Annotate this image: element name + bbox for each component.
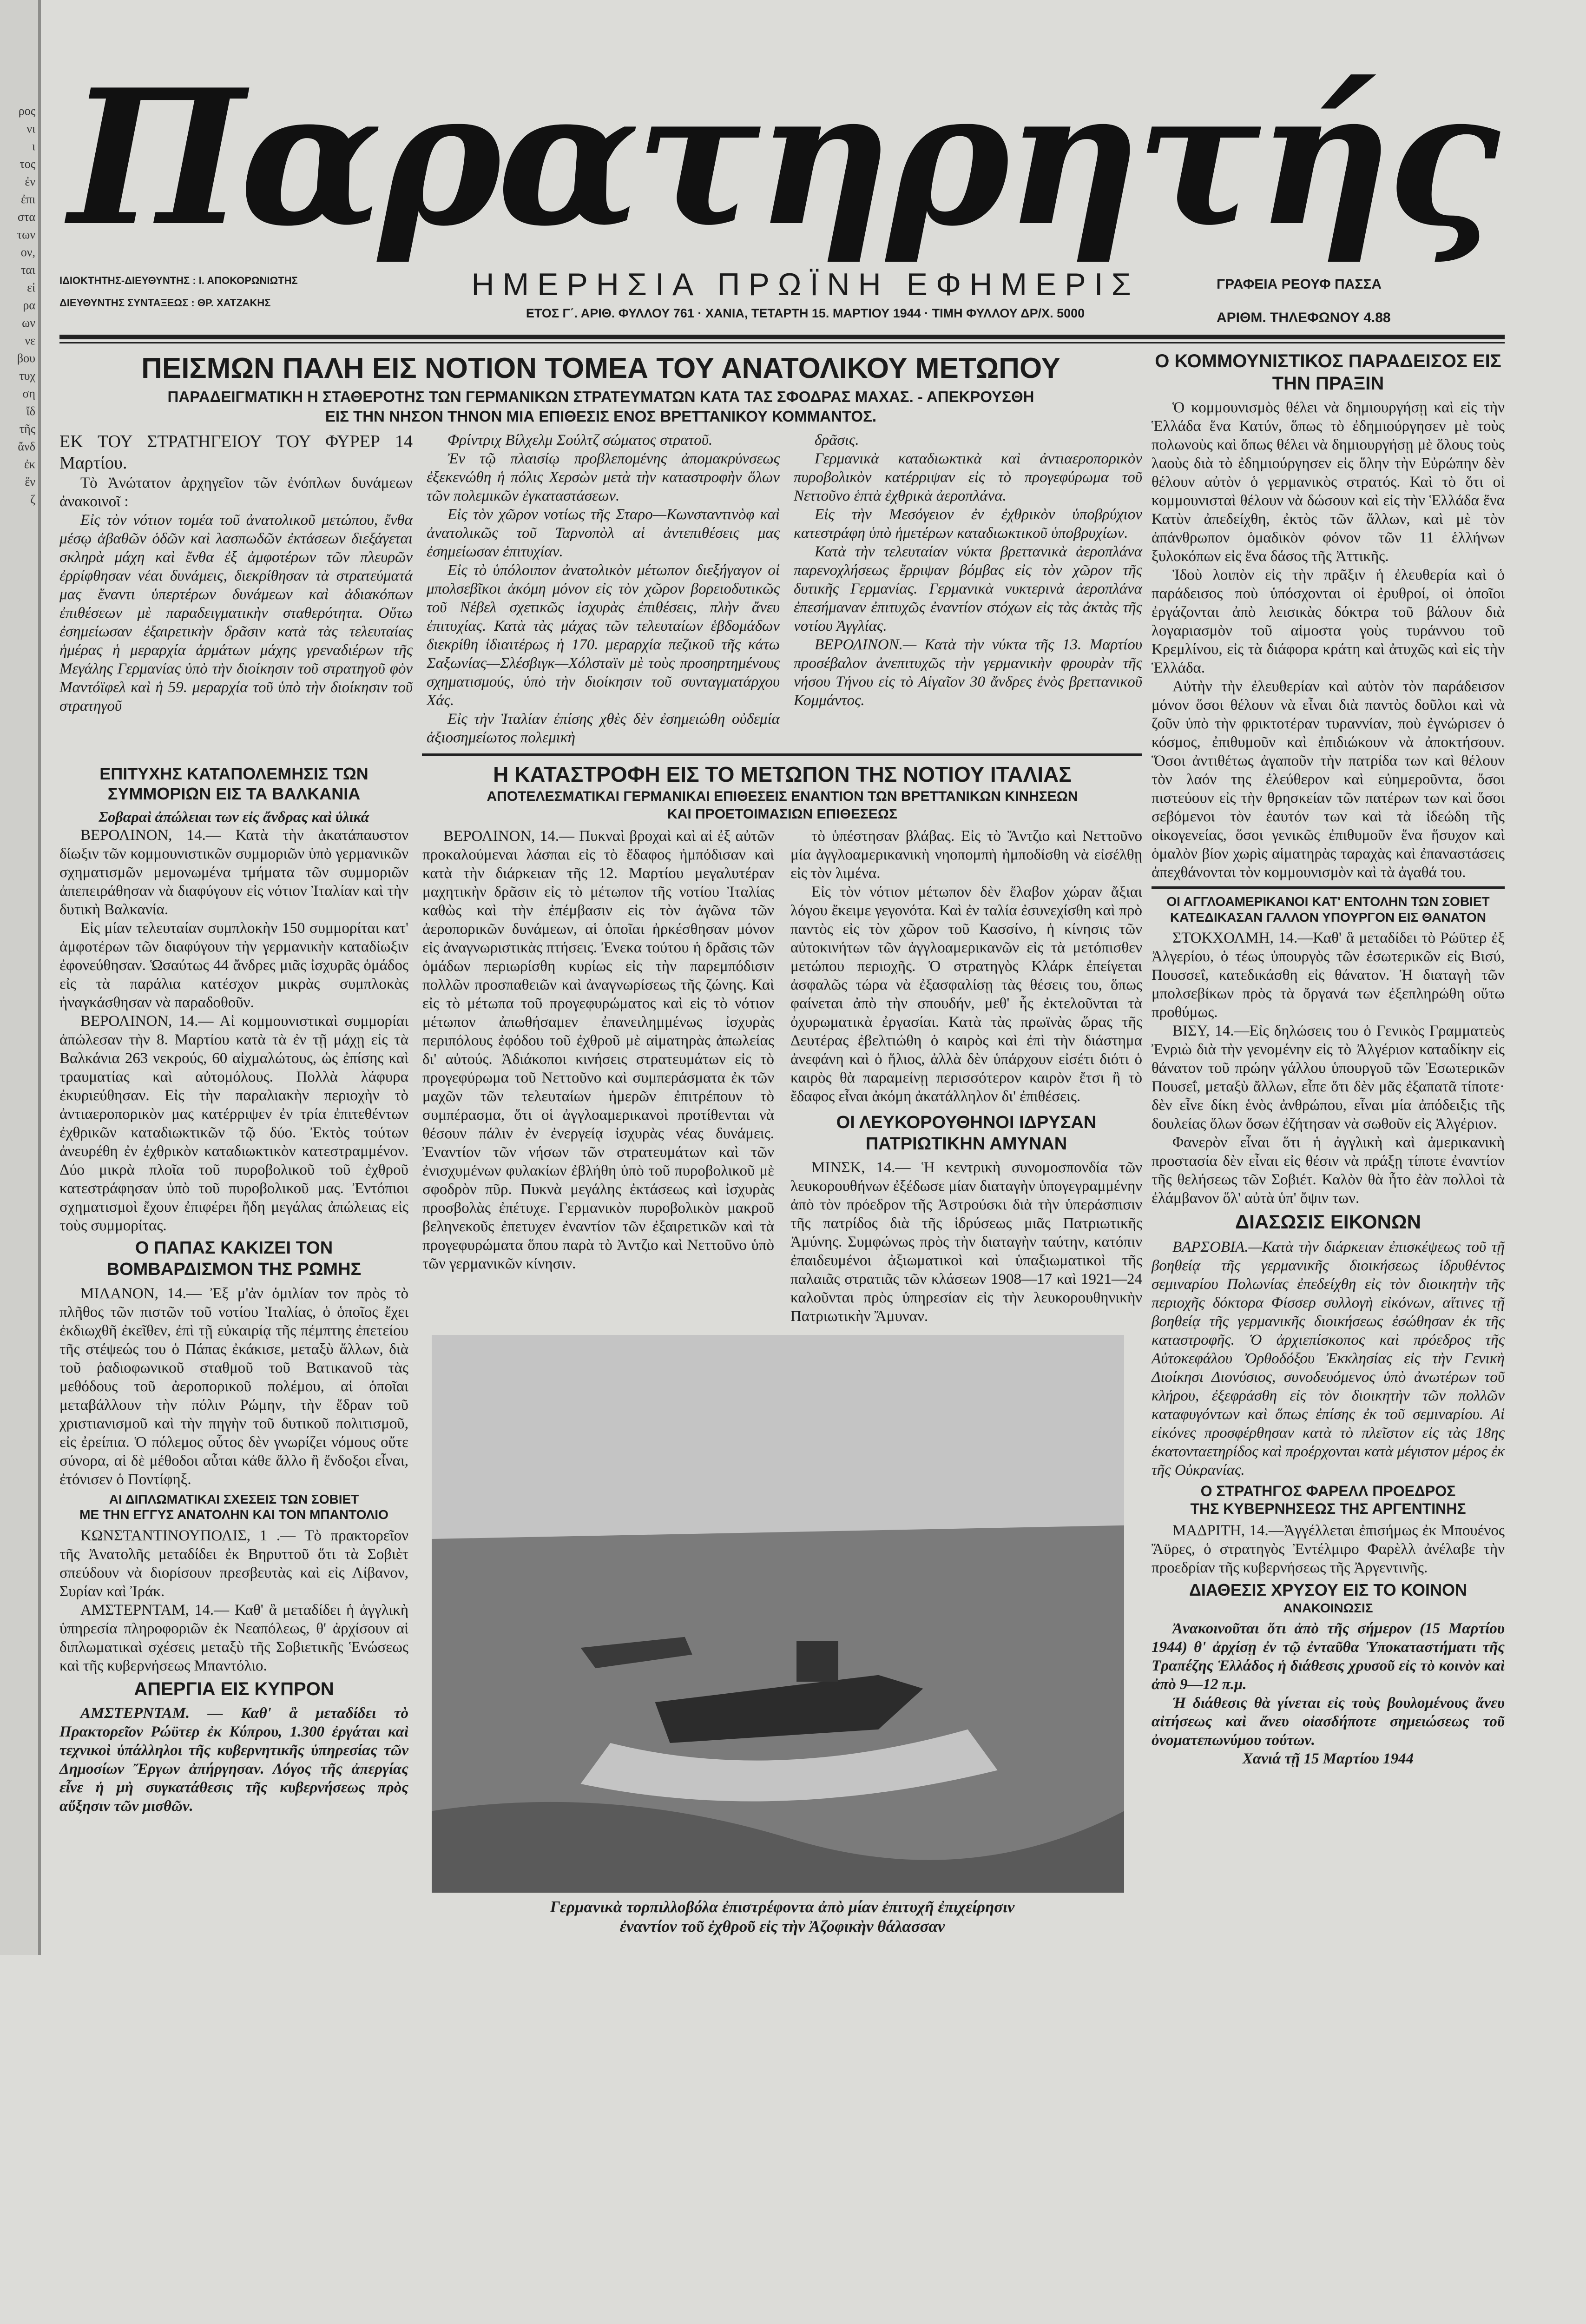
paragraph: τὸ ὑπέστησαν βλάβας. Εἰς τὸ Ἄντζιο καὶ Νεττοῦνο μία ἀγγλοαμερικανικὴ νηοπομπὴ ἠμποδίσθη νὰ εἰσέλθῃ εἰς τὸν λιμένα. — [790, 828, 1142, 882]
argentina-headline-line: ΤΗΣ ΚΥΒΕΡΝΗΣΕΩΣ ΤΗΣ ΑΡΓΕΝΤΙΝΗΣ — [1190, 1500, 1466, 1517]
phone-number: ΑΡΙΘΜ. ΤΗΛΕΦΩΝΟΥ 4.88 — [1217, 310, 1391, 325]
paragraph: Ἡ διάθεσις θὰ γίνεται εἰς τοὺς βουλομένους ἄνευ αἰτήσεως καὶ ἄνευ οἰασδήποτε σημειώσεως τοῦ ὀνοματεπωνύμου τούτων. — [1152, 1695, 1505, 1749]
issue-line: ΕΤΟΣ Γ΄. ΑΡΙΘ. ΦΥΛΛΟΥ 761 · ΧΑΝΙΑ, ΤΕΤΑΡΤΗ 15. ΜΑΡΤΙΟΥ 1944 · ΤΙΜΗ ΦΥΛΛΟΥ ΔΡ/Χ. 5000 — [526, 306, 1085, 320]
right-column — [1152, 350, 1505, 1936]
paragraph: Ἰδοὺ λοιπὸν εἰς τὴν πρᾶξιν ἡ ἐλευθερία καὶ ὁ παράδεισος ποὺ ὑπόσχονται οἱ ἐρυθροί, οἱ ὁποῖοι ἐργάζονται ἀπὸ λεισικὰς δόκτρα τοῦ βάλουν διὰ λογαριασμὸν τοῦ αἱμοστα γοὺς τυράννου τοῦ Κρεμλίνου, εἰς τὰ διάφορα κράτη καὶ ἀτυχῶς καὶ εἰς τὴν Ἑλλάδα. — [1152, 567, 1505, 676]
french-headline-line: ΚΑΤΕΔΙΚΑΣΑΝ ΓΑΛΛΟΝ ΥΠΟΥΡΓΟΝ ΕΙΣ ΘΑΝΑΤΟΝ — [1170, 910, 1486, 924]
masthead-subtitle: ΗΜΕΡΗΣΙΑ ΠΡΩΪΝΗ ΕΦΗΜΕΡΙΣ — [471, 267, 1139, 302]
paragraph: ΜΙΝΣΚ, 14.— Ἡ κεντρικὴ συνομοσπονδία τῶν λευκορουθήνων ἐξέδωσε μίαν διαταγὴν ὑπογεγραμμένην ἀπὸ τὸν πρόεδρον τῆς Ἀστρούσκι διὰ τὴν ὑπεράσπισιν τῆς πατρίδος διὰ τῆς ἱδρύσεως μιᾶς Πατριωτικῆς Ἀμύνης. Συμφώνως πρὸς τὴν διαταγὴν ταύτην, κατόπιν ἐπαιδευμένοι ἀξιωματικοὶ καὶ ὑπαξιωματικοὶ τῆς παλαιᾶς στρατιᾶς τῶν κλάσεων 1908—17 καὶ 1921—24 καλοῦνται πρὸς ὑπηρεσίαν εἰς τὴν λευκορουθηνικὴν Πατριωτικὴν Ἄμυναν. — [790, 1159, 1142, 1325]
paragraph: Αὐτὴν τὴν ἐλευθερίαν καὶ αὐτὸν τὸν παράδεισον μόνον ὅσοι θέλουν νὰ εἶναι διὰ παντὸς δοῦλοι καὶ νὰ ζοῦν ὑπὸ τὴν φρικτοτέραν τυραννίαν, ποὺ ἐγνώρισεν ὁ κόσμος, ἐπιθυμοῦν καὶ ἐπιδιώκουν νὰ ἀποκτήσουν. Ὅσοι ἀντιθέτως ἀγαποῦν τὴν πατρίδα των καὶ θέλουν τὸν λαόν της ἐλεύθερον καὶ εὐημεροῦντα, ὅσοι πιστεύουν εἰς τὴν θρησκείαν τῶν πατέρων των καὶ ὅσοι σεβόμενοι τὸν ἑαυτόν των καὶ τὰ ἰδεώδη τῆς οἰκογενείας, ὅσοι γενικῶς ἐπιθυμοῦν ἕνα ἥσυχον καὶ ὁμαλὸν βίον χωρὶς αἱματηρὰς ταραχὰς καὶ ἐπαναστάσεις ἀπεχθάνονται τὸν κομμουνισμὸν καὶ τὰ ἀγαθά του. — [1152, 678, 1505, 881]
left-column — [59, 761, 408, 1936]
paragraph: Ἀνακοινοῦται ὅτι ἀπὸ τῆς σήμερον (15 Μαρτίου 1944) θ' ἀρχίσῃ ἐν τῷ ἐνταῦθα Ὑποκαταστήματι τῆς Τραπέζης Ἑλλάδος ἡ διάθεσις χρυσοῦ εἰς τὸ κοινὸν καὶ ἀπὸ 9—12 π.μ. — [1152, 1620, 1505, 1693]
paragraph: ΑΜΣΤΕΡΝΤΑΜ. — Καθ' ἃ μεταδίδει τὸ Πρακτορεῖον Ρώϋτερ ἐκ Κύπρου, 1.300 ἐργάται καὶ τεχνικοὶ ὑπάλληλοι τῆς κυβερνητικῆς ὑπηρεσίας τῶν Δημοσίων Ἔργων ἀπήργησαν. Λόγος τῆς ἀπεργίας εἶνε ἡ μὴ συγκατάθεσις τῆς κυβερνήσεως πρὸς αὔξησιν τῶν μισθῶν. — [59, 1704, 408, 1815]
sea-scene-illustration — [432, 1335, 1124, 1893]
masthead-staff — [59, 265, 394, 314]
argentina-headline-line: Ο ΣΤΡΑΤΗΓΟΣ ΦΑΡΕΛΛ ΠΡΟΕΔΡΟΣ — [1200, 1482, 1456, 1499]
balkans-deck: Σοβαραὶ ἀπώλειαι των εἰς ἄνδρας καὶ ὑλικά — [99, 808, 369, 825]
caption-line: ἐναντίον τοῦ ἐχθροῦ εἰς τὴν Ἀζοφικὴν θάλασσαν — [619, 1917, 945, 1936]
paragraph: ΜΙΛΑΝΟΝ, 14.— Ἐξ μ'ἀν ὁμιλίαν τον πρὸς τὸ πλῆθος τῶν πιστῶν τοῦ νοτίου Ἰταλίας, ὁ ὁποῖος ἔχει ἐκδιωχθῆ ἐκεῖθεν, ἐπὶ τῇ εὐκαιρίᾳ τῆς πέμπτης ἐπετείου τῆς στέψεώς του ὁ Πάπας ἐκάκισε, μεταξὺ ἄλλων, διὰ τοῦ ῥαδιοφωνικοῦ σταθμοῦ τοῦ Βατικανοῦ τὰς μεθόδους τοῦ ἀεροπορικοῦ πολέμου, αἱ ὁποῖαι μεταβάλλουν τὴν πόλιν Ρώμην, τὴν ἕδραν τοῦ χριστιανισμοῦ καὶ τὴν πηγὴν τοῦ δυτικοῦ πολιτισμοῦ, εἰς ἐρείπια. Ὁ πόλεμος οὗτος δὲν γνωρίζει νόμους οὔτε σύνορα, αἱ δὲ μέθοδοι αὗται κάθε ἄλλο ἢ ἔνδοξοι εἶναι, ἐτόνισεν ὁ Ποντίφηξ. — [59, 1285, 408, 1488]
paragraph: Κατὰ τὴν τελευταίαν νύκτα βρεττανικὰ ἀεροπλάνα παρενοχλήσεως ἔρριψαν βόμβας εἰς τὸν χῶρον τῆς δυτικῆς Γερμανίας. Γερμανικὰ νυκτερινὰ ἀεροπλάνα ἐπεσήμαναν ἐπιτυχῶς ἐναντίον στόχων εἰς τὰς ἀκτὰς τῆς νοτίου Ἀγγλίας. — [794, 543, 1142, 634]
italy-subhead: ΑΠΟΤΕΛΕΣΜΑΤΙΚΑΙ ΓΕΡΜΑΝΙΚΑΙ ΕΠΙΘΕΣΕΙΣ ΕΝΑΝΤΙΟΝ ΤΩΝ ΒΡΕΤΤΑΝΙΚΩΝ ΚΙΝΗΣΕΩΝ — [487, 789, 1078, 804]
lead-dateline: ΕΚ ΤΟΥ ΣΤΡΑΤΗΓΕΙΟΥ ΤΟΥ ΦΥΡΕΡ 14 Μαρτίου. — [59, 432, 413, 473]
diplomacy-headline — [59, 1492, 408, 1523]
paragraph: Εἰς τὸν νότιον τομέα τοῦ ἀνατολικοῦ μετώπου, ἔνθα μέσῳ ἀβαθῶν ὁδῶν καὶ λασπωδῶν ἐκτάσεων διεξάγεται σκληρὰ μάχη καὶ ἔνθα ἐξ ἀμφοτέρων τῶν πλευρῶν ἐρρίφθησαν νέαι δυνάμεις, διεκρίθησαν τὰ στρατεύματά μας ἔναντι ὑπερτέρων δυνάμεων καὶ ἀδιακόπων ἐπιθέσεων μὲ παραδειγματικὴν σταθερότητα. Οὕτω ἐσημείωσαν ἐξαιρετικὴν δρᾶσιν κατὰ τὰς τελευταίας ἡμέρας ἡ μεραρχία ἁρμάτων μάχης γρεναδιέρων τῆς Μεγάλης Γερμανίας ὑπὸ τὴν διοίκησιν τοῦ στρατηγοῦ φὸν Μαντόϊφελ καὶ ἡ 59. μεραρχία τοῦ ὑπὸ τὴν διοίκησιν τοῦ στρατηγοῦ — [59, 512, 413, 714]
lead-headline: ΠΕΙΣΜΩΝ ΠΑΛΗ ΕΙΣ ΝΟΤΙΟΝ ΤΟΜΕΑ ΤΟΥ ΑΝΑΤΟΛΙΚΟΥ ΜΕΤΩΠΟΥ — [141, 352, 1060, 384]
paragraph: Εἰς μίαν τελευταίαν συμπλοκὴν 150 συμμορίται κατ' ἀμφοτέρων τῶν διαφύγουν τὴν γερμανικὴν καταδίωξιν ἐφονεύθησαν. Ὡσαύτως 44 ἄνδρες μιᾶς ἰσχυρᾶς ὁμάδος εἰς τὰ παράλια κατέσχον μικρὰς συμπλοκὰς ἠναγκάσθησαν νὰ παραδοθοῦν. — [59, 920, 408, 1011]
italy-column-2 — [790, 827, 1142, 1326]
main-area — [59, 350, 1142, 1936]
paragraph: Τὸ Ἀνώτατον ἀρχηγεῖον τῶν ἐνόπλων δυνάμεων ἀνακοινοῖ : — [59, 475, 413, 510]
paragraph: ΒΙΣΥ, 14.—Εἰς δηλώσεις του ὁ Γενικὸς Γραμματεὺς Ἐνριὼ διὰ τὴν γενομένην εἰς τὸ Ἀλγέριον καταδίκην εἰς θάνατον τοῦ πρώην γάλλου ὑπουργοῦ τῶν Ἐσωτερικῶν Πουσεΐ, μεταξὺ ἄλλων, εἶπε ὅτι δὲν μᾶς ἐξαπατᾶ τίποτε· δὲν εἶνε δίκη ἑνὸς ἀνθρώπου, εἶναι μία ἀπόδειξις τῆς δουλείας ὅλων ὅσων ἐζήτησαν νὰ σωθοῦν εἰς Ἀλγέριον. — [1152, 1023, 1505, 1133]
paragraph: ΒΕΡΟΛΙΝΟΝ, 14.— Αἱ κομμουνιστικαὶ συμμορίαι ἀπώλεσαν τὴν 8. Μαρτίου κατὰ τὰ ἐν τῇ μάχῃ εἰς τὰ Βαλκάνια 263 νεκρούς, 60 αἰχμαλώτους, ὡς ἐπίσης καὶ τραυματίας καὶ αὐτομόλους. Πολλὰ λάφυρα ἐκυριεύθησαν. Εἰς τὴν παραλιακὴν περιοχὴν τὸ ἀντιαεροπορικὸν μας κατέρριψεν ἐν τρία ἐπιτεθέντων ἐχθρικῶν καταδιωκτικῶν τῷ δύο. Ἐκτὸς τούτων ἀνευρέθη ἐν ἐχθρικὸν καταδιωκτικὸν κατεστραμμένον. Δύο μικρὰ πλοῖα τοῦ πυροβολικοῦ τοῦ ἐχθροῦ κατεστράφησαν ὑπὸ τοῦ πυροβολικοῦ μας. Ἐντόπιοι σχηματισμοὶ ἔχουν ἐπιφέρει ἤδη μεγάλας ἀπώλειας εἰς τοὺς συμμορίτας. — [59, 1013, 408, 1235]
pope-headline: Ο ΠΑΠΑΣ ΚΑΚΙΖΕΙ ΤΟΝ ΒΟΜΒΑΡΔΙΣΜΟΝ ΤΗΣ ΡΩΜΗΣ — [106, 1238, 362, 1279]
belarus-headline — [790, 1112, 1142, 1155]
masthead-office — [1217, 265, 1505, 335]
paragraph: δρᾶσις. — [815, 432, 859, 449]
torpedo-boats-photo — [432, 1335, 1124, 1893]
paragraph: Εἰς τὸν νότιον μέτωπον δὲν ἔλαβον χώραν ἄξιαι λόγου ἔκειμε γεγονότα. Καὶ ἐν ταλία ἐσυνεχίσθη καὶ πρὸ παντὸς εἰς τὸν χῶρον τοῦ Κασσίνο, ἡ κίνησις τῶν αὐτοκινήτων τῶν ἀγγλοαμερικανῶν εἰς τὰ μετόπισθεν μετώπου περιοχῆς. Ὁ στρατηγὸς Κλάρκ ἐπείγεται ἀσφαλῶς τώρα νὰ ἐξασφαλίσῃ τὰς θέσεις του, ὅπως φαίνεται ἀπὸ τὴν σπουδήν, μεθ' ἧς ἐκτελοῦνται τὰ ὀχυρωματικὰ ἐργασίαι. Κατὰ τὰς πρωϊνὰς ὥρας τῆς Δευτέρας ἐβελτιώθη ὁ καιρὸς καὶ ἐπὶ τὴν διάστημα ἀνεφάνη καὶ ὁ ἥλιος, ἀλλὰ δὲν ὑπάρχουν εἰσέτι διότι ὁ καιρὸς θὰ παραμείνῃ περισσότερον καιρὸν ἔτσι ἢ τὸ ἔδαφος εἶναι ἀκόμη ἀκατάλληλον δι' ἐπιθέσεις. — [790, 884, 1142, 1105]
french-headline-line: ΟΙ ΑΓΓΛΟΑΜΕΡΙΚΑΝΟΙ ΚΑΤ' ΕΝΤΟΛΗΝ ΤΩΝ ΣΟΒΙΕΤ — [1166, 894, 1490, 909]
paragraph: ΒΕΡΟΛΙΝΟΝ.— Κατὰ τὴν νύκτα τῆς 13. Μαρτίου προσέβαλον ἀνεπιτυχῶς τὴν γερμανικὴν φρουρὰν τῆς νήσου Τήνου εἰς τὸ Αἰγαῖον 30 ἄνδρες ἑνὸς βρεττανικοῦ Κομμάντος. — [794, 636, 1142, 709]
italy-subhead-2: ΚΑΙ ΠΡΟΕΤΟΙΜΑΣΙΩΝ ΕΠΙΘΕΣΕΩΣ — [667, 806, 897, 822]
masthead-rule — [59, 335, 1505, 339]
caption-line: Γερμανικὰ τορπιλλοβόλα ἐπιστρέφοντα ἀπὸ μίαν ἐπιτυχῆ ἐπιχείρησιν — [550, 1898, 1015, 1916]
diplomacy-headline-line: ΑΙ ΔΙΠΛΩΜΑΤΙΚΑΙ ΣΧΕΣΕΙΣ ΤΩΝ ΣΟΒΙΕΤ — [109, 1492, 359, 1506]
italy-columns — [422, 827, 1142, 1326]
masthead-info-row — [59, 265, 1505, 335]
gold-kicker: ΑΝΑΚΟΙΝΩΣΙΣ — [1283, 1600, 1373, 1615]
balkans-headline: ΕΠΙΤΥΧΗΣ ΚΑΤΑΠΟΛΕΜΗΣΙΣ ΤΩΝ ΣΥΜΜΟΡΙΩΝ ΕΙΣ ΤΑ ΒΑΛΚΑΝΙΑ — [99, 764, 369, 804]
belarus-headline-line: ΠΑΤΡΙΩΤΙΚΗΝ ΑΜΥΝΑΝ — [865, 1134, 1067, 1154]
lead-columns — [59, 431, 1142, 747]
italy-area — [422, 761, 1142, 1936]
cyprus-headline: ΑΠΕΡΓΙΑ ΕΙΣ ΚΥΠΡΟΝ — [134, 1678, 334, 1699]
section-rule — [422, 753, 1142, 756]
adjacent-page-edge: ρος νι ι τος ἐν ἐπι στα των ον, ται εἰ ρα ων νε βου τυχ ση ἴδ τῆς ἄνδ ἐκ ἕν ζ — [0, 0, 41, 1955]
publisher-line: ΙΔΙΟΚΤΗΤΗΣ-ΔΙΕΥΘΥΝΤΗΣ : Ι. ΑΠΟΚΟΡΩΝΙΩΤΗΣ — [59, 275, 298, 286]
paragraph: ΣΤΟΚΧΟΛΜΗ, 14.—Καθ' ἃ μεταδίδει τὸ Ρώϋτερ ἐξ Ἀλγερίου, ὁ τέως ὑπουργὸς τῶν ἐσωτερικῶν εἰς Βισύ, Πουσσεΐ, κατεδικάσθη εἰς θάνατον. Ἡ διαταγὴ τῶν μπολσεβίκων πρὸς τὰ ὄργανά των ἐξεπληρώθη οὕτω προθύμως. — [1152, 930, 1505, 1021]
paragraph: Εἰς τὸ ὑπόλοιπον ἀνατολικὸν μέτωπον διεξήγαγον οἱ μπολσεβῖκοι ἀκόμη μόνον εἰς τὸν χῶρον βορειοδυτικῶς τοῦ Νέβελ σχετικῶς ἰσχυρὰς ἐπιθέσεις, πλὴν ἄνευ ἐπιτυχίας. Κατὰ τὰς μάχας τῶν τελευταίων ἑβδομάδων διεκρίθη ἰδιαιτέρως ἡ 170. μεραρχία πεζικοῦ τῆς κάτω Σαξωνίας—Σλέσβιγκ—Χόλσταϊν μὲ τοὺς προσηρτημένους σχηματισμούς, ὑπὸ τὴν διοίκησιν τοῦ συνταγματάρχου Χάς. — [427, 562, 780, 709]
paragraph: Γερμανικὰ καταδιωκτικὰ καὶ ἀντιαεροπορικὸν πυροβολικὸν κατέρριψαν εἰς τὸ προγεφύρωμα τοῦ Νεττοῦνο ἑπτὰ ἐχθρικὰ ἀεροπλάνα. — [794, 450, 1142, 504]
photo-caption — [422, 1897, 1142, 1936]
communist-headline: Ο ΚΟΜΜΟΥΝΙΣΤΙΚΟΣ ΠΑΡΑΔΕΙΣΟΣ ΕΙΣ ΤΗΝ ΠΡΑΞΙΝ — [1155, 351, 1501, 394]
french-minister-headline — [1152, 894, 1505, 925]
page-content — [59, 0, 1505, 1955]
editor-line: ΔΙΕΥΘΥΝΤΗΣ ΣΥΝΤΑΞΕΩΣ : ΘΡ. ΧΑΤΖΑΚΗΣ — [59, 297, 271, 309]
argentina-headline — [1152, 1482, 1505, 1518]
lower-area — [59, 761, 1142, 1936]
paragraph: ΜΑΔΡΙΤΗ, 14.—Ἀγγέλλεται ἐπισήμως ἐκ Μπουένος Ἄϋρες, ὁ στρατηγὸς Ἐντέλμιρο Φαρὲλλ ἀνέλαβε τὴν προεδρίαν τῆς κυβερνήσεως τῆς Ἀργεντινῆς. — [1152, 1522, 1505, 1577]
gold-signoff: Χανιά τῇ 15 Μαρτίου 1944 — [1242, 1750, 1414, 1768]
lead-column-1 — [59, 431, 413, 747]
belarus-headline-line: ΟΙ ΛΕΥΚΟΡΟΥΘΗΝΟΙ ΙΔΡΥΣΑΝ — [836, 1113, 1097, 1132]
lead-subhead: ΠΑΡΑΔΕΙΓΜΑΤΙΚΗ Η ΣΤΑΘΕΡΟΤΗΣ ΤΩΝ ΓΕΡΜΑΝΙΚΩΝ ΣΤΡΑΤΕΥΜΑΤΩΝ ΚΑΤΑ ΤΑΣ ΣΦΟΔΡΑΣ ΜΑΧΑΣ. - ΑΠΕΚΡΟΥΣΘΗ — [167, 388, 1034, 405]
section-rule — [1152, 886, 1505, 889]
lead-column-2 — [427, 431, 780, 747]
masthead-rule-thin — [59, 342, 1505, 343]
paragraph: ΚΩΝΣΤΑΝΤΙΝΟΥΠΟΛΙΣ, 1 .— Τὸ πρακτορεῖον τῆς Ἀνατολῆς μεταδίδει ἐκ Βηρυττοῦ ὅτι τὰ Σοβιὲτ σπεύδουν νὰ διορίσουν πρεσβευτὰς καὶ εἰς Λίβανον, Συρίαν καὶ Ἰράκ. — [59, 1527, 408, 1600]
icons-headline: ΔΙΑΣΩΣΙΣ ΕΙΚΟΝΩΝ — [1235, 1211, 1421, 1233]
paragraph: ΒΕΡΟΛΙΝΟΝ, 14.— Πυκναὶ βροχαὶ καὶ αἱ ἐξ αὐτῶν προκαλούμεναι λάσπαι εἰς τὸ ἔδαφος ἠμπόδισαν καὶ κατὰ τὴν διάρκειαν τῆς 12. Μαρτίου μεγαλυτέραν μαχητικὴν δρᾶσιν εἰς τὸ μέτωπον τῆς νοτίου Ἰταλίας καθὼς καὶ τὴν ἐπέμβασιν εἰς τὸν ἀγῶνα τῶν ἀεροπορικῶν δυνάμεων, αἱ ὁποῖαι ἠρκέσθησαν μόνον εἰς ἀναγνωριστικὰς πτήσεις. Ἐνεκα τούτου ἡ δρᾶσις τῶν ὁμάδων περιωρίσθη κυρίως εἰς τὴν παρεμπόδισιν πολλῶν προσπαθειῶν καὶ ἀναγνωρίσεως τῆς ζώνης. Καὶ εἰς τὸ μέτωπα τοῦ προγεφυρώματος καὶ εἰς τὸ νότιον μέτωπον ἀπωθήσαμεν ἐπανειλημμένως ἰσχυρὰς περιπόλους ἐφόδου τοῦ ἐχθροῦ μὲ αἱματηρὰς ἀπωλείας δι' αὐτούς. Ἀδιάκοποι κινήσεις στρατευμάτων εἰς τὸ προγεφύρωμα τοῦ Νεττοῦνο καὶ συμπεράσματα ἐκ τῶν μαχῶν τῶν τελευταίων ἡμερῶν ἐπιτρέπουν τὸ συμπέρασμα, ὅτι οἱ ἀγγλοαμερικανοὶ προτίθενται νὰ θέσουν πάλιν ἐν ἐνεργείᾳ ἰσχυρὰς νέας δυνάμεις. Ἐναντίον τῶν νήσων τῶν στρατευμάτων καὶ τῶν ἐνισχυμένων φυλακίων ἐβλήθη ὑπὸ τοῦ πυροβολικοῦ μὲ σφοδρὸν πῦρ. Πυκνὰ μεγάλης ἐκτάσεως καὶ ἰσχυρὰς προσβολὰς ἐπέτυχε. Γερμανικὸν πυροβολικὸν μακροῦ βεληνεκοῦς ἐπετυχεν ἐναντίον τῶν ἐξαιρετικῶν καὶ τὰ προγεφυρώματα ὅπου παρὰ τὸ Ἀντζιο καὶ Νεττοῦνο ὑπὸ τῶν γερμανικῶν κίνησιν. — [422, 828, 774, 1272]
paragraph: Φανερὸν εἶναι ὅτι ἡ ἀγγλικὴ καὶ ἀμερικανικὴ προστασία δὲν εἶναι εἰς θέσιν νὰ πράξῃ τίποτε ἐναντίον τῆς θελήσεως τῶν Σοβιέτ. Καλὸν θὰ ἦτο ἐὰν πολλοὶ τὰ ἐλάμβανον ὅλ' αὐτὰ ὑπ' ὄψιν των. — [1152, 1134, 1505, 1207]
paragraph: Φρίντριχ Βίλχελμ Σούλτζ σώματος στρατοῦ. — [448, 432, 713, 449]
paragraph: Εἰς τὴν Μεσόγειον ἐν ἐχθρικὸν ὑποβρύχιον κατεστράφη ὑπὸ ἡμετέρων καταδιωκτικοῦ ὑποβρυχίων. — [794, 506, 1142, 541]
lead-subhead-2: ΕΙΣ ΤΗΝ ΝΗΣΟΝ ΤΗΝΟΝ ΜΙΑ ΕΠΙΘΕΣΙΣ ΕΝΟΣ ΒΡΕΤΤΑΝΙΚΟΥ ΚΟΜΜΑΝΤΟΣ. — [325, 408, 877, 425]
italy-column-1 — [422, 827, 774, 1326]
masthead-center — [406, 265, 1205, 323]
paragraph: Εἰς τὴν Ἰταλίαν ἐπίσης χθὲς δὲν ἐσημειώθη οὐδεμία ἀξιοσημείωτος πολεμικὴ — [427, 711, 780, 746]
paragraph: Ὁ κομμουνισμὸς θέλει νὰ δημιουργήσῃ καὶ εἰς τὴν Ἑλλάδα ἕνα Κατύν, ὅπως τὸ ἐδημιούργησεν μὲ τοὺς πολωνοὺς καὶ ὅπως θέλει νὰ δημιουργήσῃ μὲ ὅλους τοὺς λαοὺς διὰ τὸ ἐδημιούργησεν εἰς ὅλην τὴν Εὐρώπην δὲν θέλουν αὐτὸν ὁ γερμανικὸς στρατός. Καὶ τὸ ὅτι οἱ κομμουνισταὶ θέλουν νὰ δώσουν καὶ εἰς τὴν Ἑλλάδα ἕνα Κατὺν ἀπεδείχθη, ἐκτὸς τῶν ἄλλων, καὶ μὲ τὸν ἀπάνθρωπον ὁμαδικὸν φόνον τῶν 11 ἑλλήνων ξυλοκόπων εἰς ἕνα δάσος τῆς Ἀττικῆς. — [1152, 399, 1505, 565]
paragraph: Εἰς τὸν χῶρον νοτίως τῆς Σταρο—Κωνσταντινὸφ καὶ ἀνατολικῶς τοῦ Ταρνοπὸλ αἱ ἀντεπιθέσεις μας ἐσημείωσαν ἐπιτυχίαν. — [427, 506, 780, 560]
gold-headline: ΔΙΑΘΕΣΙΣ ΧΡΥΣΟΥ ΕΙΣ ΤΟ ΚΟΙΝΟΝ — [1189, 1580, 1468, 1600]
lead-column-3 — [794, 431, 1142, 747]
paragraph: ΑΜΣΤΕΡΝΤΑΜ, 14.— Καθ' ἃ μεταδίδει ἡ ἀγγλικὴ ὑπηρεσία πληροφοριῶν ἐκ Νεαπόλεως, θ' ἀρχίσουν αἱ διπλωματικαὶ σχέσεις μεταξὺ τῆς Σοβιετικῆς Ἑνώσεως καὶ τῆς κυβερνήσεως Μπαντόλιο. — [59, 1601, 408, 1674]
office-address: ΓΡΑΦΕΙΑ ΡΕΟΥΦ ΠΑΣΣΑ — [1217, 277, 1382, 292]
paragraph: ΒΑΡΣΟΒΙΑ.—Κατὰ τὴν διάρκειαν ἐπισκέψεως τοῦ τῇ βοηθείᾳ τῆς γερμανικῆς διοικήσεως ἱδρυθέντος σεμιναρίου Πολωνίας ἐπεδείχθη εἰς τὸν διοικητὴν τῆς περιοχῆς δόκτορα Φίσσερ συλλογὴ εἰκόνων, αἵτινες τῇ βοηθείᾳ τῆς γερμανικῆς διοικήσεως ἐσώθησαν ἐκ τῆς καταστροφῆς. Ὁ ἀρχιεπίσκοπος καὶ πρόεδρος τῆς Αὐτοκεφάλου Ὀρθοδόξου Ἐκκλησίας εἰς τὴν Γενικὴ Διοίκησι Διονύσιος, συνοδευόμενος ὑπὸ ἀνωτέρων τοῦ κλήρου, ἐξεφράσθη εἰς τὸν διοικητὴν τῶν πολλῶν καταφυγόντων καὶ ὅπως ἐπίσης ἐκ τοῦ σεμιναρίου. Αἱ εἰκόνες προσφέρθησαν κατὰ τὸ πλεῖστον εἰς τὰς 18ης ἑκατονταετηρίδος καὶ προέρχονται κατὰ μέγιστον μέρος ἐκ τῆς Οὐκρανίας. — [1152, 1238, 1505, 1479]
body-grid — [59, 350, 1505, 1936]
paragraph: Ἐν τῷ πλαισίῳ προβλεπομένης ἀπομακρύνσεως ἐξεκενώθη ἡ πόλις Χερσὼν μετὰ τὴν καταστροφὴν ὅλων τῶν πολεμικῶν ἐγκαταστάσεων. — [427, 450, 780, 504]
italy-headline: Η ΚΑΤΑΣΤΡΟΦΗ ΕΙΣ ΤΟ ΜΕΤΩΠΟΝ ΤΗΣ ΝΟΤΙΟΥ ΙΤΑΛΙΑΣ — [493, 762, 1072, 786]
paragraph: ΒΕΡΟΛΙΝΟΝ, 14.— Κατὰ τὴν ἀκατάπαυστον δίωξιν τῶν κομμουνιστικῶν συμμοριῶν ὑπὸ γερμανικῶν σχηματισμῶν μεμονωμένα τμήματα τῶν συμμοριῶν ἀπεπειράθησαν νὰ διαφύγουν εἰς νότιον Ἰταλίαν καὶ τὴν δυτικὴ Βαλκανία. — [59, 827, 408, 918]
diplomacy-headline-line: ΜΕ ΤΗΝ ΕΓΓΥΣ ΑΝΑΤΟΛΗΝ ΚΑΙ ΤΟΝ ΜΠΑΝΤΟΛΙΟ — [79, 1507, 388, 1522]
masthead-title: Παρατηρητής — [69, 49, 1495, 267]
